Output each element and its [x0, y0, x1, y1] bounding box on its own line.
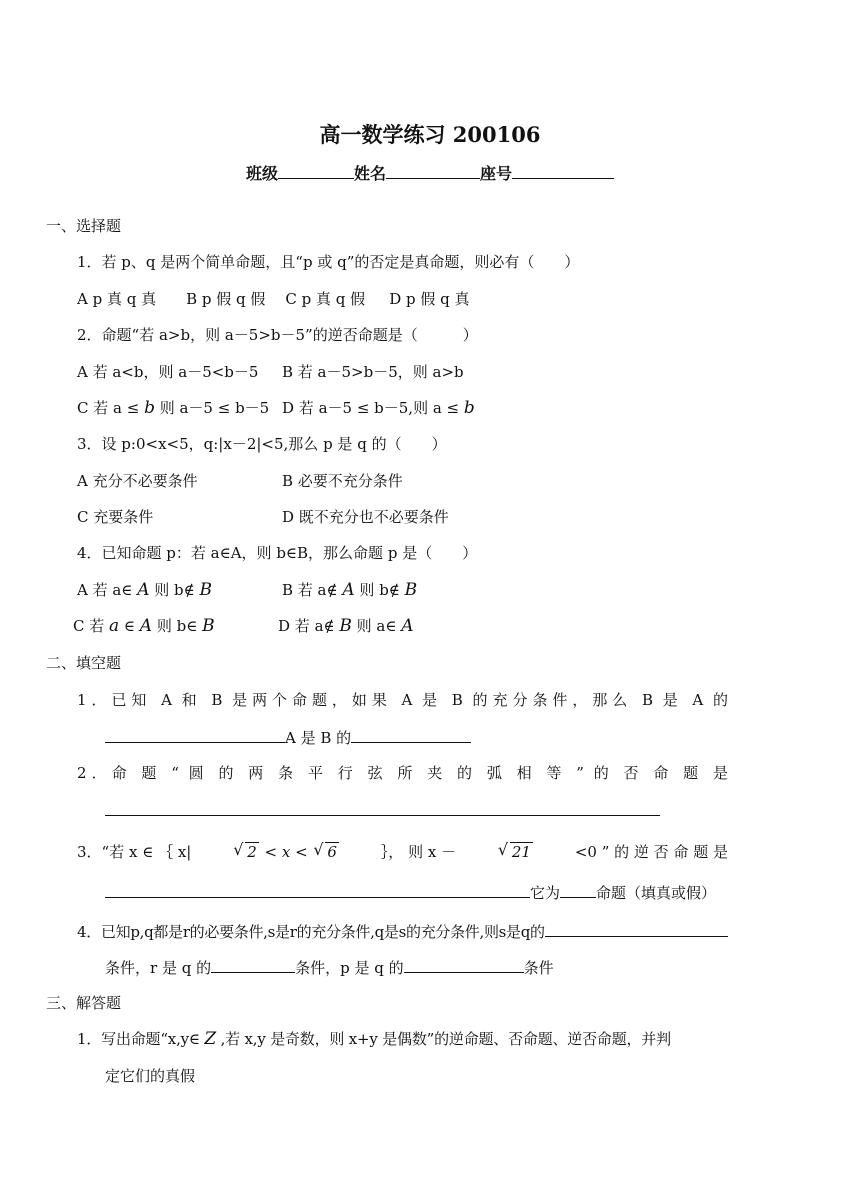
- q4-option-b: [282, 578, 417, 602]
- name-label: 姓名: [353, 164, 386, 183]
- seat-blank[interactable]: [512, 158, 614, 179]
- worksheet-title: 高一数学练习 200106: [319, 122, 541, 147]
- q4-stem: 4．已知命题 p：若 a∈A，则 b∈B，那么命题 p 是（ ）: [77, 544, 478, 562]
- fill-q4-blank-2[interactable]: [211, 954, 295, 973]
- class-label: 班级: [245, 164, 278, 183]
- q4-b-text: B 若 a∉: [282, 581, 343, 599]
- fill-q1-line1: 1．已知 A 和 B 是两个命题，如果 A 是 B 的充分条件，那么 B 是 A 的: [77, 691, 728, 709]
- sqrt-6-symbol: √ 6: [313, 840, 337, 861]
- q4-c-text-2: ∈: [119, 617, 140, 635]
- q4-d-text-2: 则 a∈: [351, 617, 402, 635]
- answer-q1-line1: [77, 1027, 728, 1051]
- fill-q3-inequality: [232, 840, 340, 864]
- section-heading-choice: 一、选择题: [46, 217, 122, 235]
- q4-d-var1: B: [339, 616, 352, 636]
- q4-option-c: [73, 614, 215, 638]
- answer-q1-text-2: ,若 x,y 是奇数，则 x+y 是偶数”的逆命题、否命题、逆否命题，并判: [216, 1030, 671, 1048]
- q2-stem: 2．命题“若 a>b，则 a－5>b－5”的逆否命题是（ ）: [77, 326, 478, 344]
- q3-stem: 3．设 p:0<x<5，q:|x－2|<5,那么 p 是 q 的（ ）: [77, 435, 447, 453]
- q4-a-var1: A: [137, 580, 150, 600]
- section-heading-answer: 三、解答题: [46, 994, 122, 1012]
- q1-option-c: C p 真 q 假: [285, 290, 366, 308]
- name-blank[interactable]: [386, 158, 480, 179]
- fill-q1-line2: [105, 724, 471, 750]
- answer-q1-text-1: 1．写出命题“x,y∈: [77, 1030, 205, 1048]
- fill-q4-blank-3[interactable]: [404, 954, 524, 973]
- sqrt-21-value: 21: [511, 843, 531, 861]
- q3-option-c: C 充要条件: [77, 508, 154, 526]
- q4-option-d: [278, 614, 414, 638]
- q4-c-var1: a: [109, 616, 120, 636]
- fill-q4-text: 4．已知p,q都是r的必要条件,s是r的充分条件,q是s的充分条件,则s是q的: [77, 923, 545, 941]
- q2-option-a: A 若 a<b，则 a－5<b－5: [77, 363, 259, 381]
- sqrt-2-symbol: √ 2: [233, 840, 257, 861]
- fill-q2-line1: 2．命 题 “ 圆 的 两 条 平 行 弦 所 夹 的 弧 相 等 ” 的 否 命 题 是: [77, 764, 728, 782]
- section-heading-fill: 二、填空题: [46, 654, 122, 672]
- q4-b-var1: A: [342, 580, 355, 600]
- sqrt-21-symbol: √ 21: [497, 840, 531, 861]
- fill-q1-blank-2[interactable]: [351, 724, 471, 743]
- fill-q4-blank-1[interactable]: [545, 918, 728, 937]
- q4-d-text: D 若 a∉: [278, 617, 340, 635]
- fill-q3-lt: < x <: [259, 843, 313, 861]
- fill-q3-end-text: 命题（填真或假）: [596, 884, 717, 902]
- q4-c-var3: B: [202, 616, 215, 636]
- q2-c-text: C 若 a ≤: [77, 399, 145, 417]
- q1-option-d: D p 假 q 真: [389, 290, 470, 308]
- student-info-fields: [0, 158, 860, 188]
- q2-d-var: b: [463, 398, 475, 418]
- sqrt-6-value: 6: [327, 843, 337, 861]
- fill-q3-mid-text: 它为: [530, 884, 561, 902]
- q1-option-a: A p 真 q 真: [77, 290, 157, 308]
- fill-q3-text-1: 3．“若 x ∈ ｛ x|: [77, 843, 192, 861]
- q2-option-b: B 若 a－5>b－5，则 a>b: [282, 363, 464, 381]
- q4-a-text: A 若 a∈: [77, 581, 138, 599]
- q4-c-var2: A: [139, 616, 153, 636]
- q4-b-text-2: 则 b∉: [354, 581, 405, 599]
- q3-option-a: A 充分不必要条件: [77, 472, 198, 490]
- q1-option-b: B p 假 q 假: [186, 290, 266, 308]
- q3-option-b: B 必要不充分条件: [282, 472, 403, 490]
- fill-q1-mid-text: A 是 B 的: [285, 729, 352, 747]
- q1-options: [77, 287, 470, 311]
- q2-option-c: [77, 396, 269, 420]
- q4-a-var2: B: [199, 580, 212, 600]
- q2-option-d: [282, 396, 475, 420]
- q2-c-text-2: 则 a－5 ≤ b－5: [154, 399, 270, 417]
- fill-q3-line2: [105, 879, 716, 905]
- q4-c-text: C 若: [73, 617, 110, 635]
- q2-d-text: D 若 a－5 ≤ b－5,则 a ≤: [282, 399, 464, 417]
- fill-q4-text-b: 条件，p 是 q 的: [295, 959, 404, 977]
- q4-d-var2: A: [401, 616, 414, 636]
- q4-option-a: [77, 578, 212, 602]
- fill-q3-text-3: <0 ” 的 逆 否 命 题 是: [574, 843, 728, 861]
- q1-stem: 1．若 p、q 是两个简单命题，且“p 或 q”的否定是真命题，则必有（ ）: [77, 253, 580, 271]
- q4-a-text-2: 则 b∉: [149, 581, 200, 599]
- fill-q4-line2: [105, 954, 554, 980]
- q4-b-var2: B: [404, 580, 418, 600]
- fill-q3-blank-1[interactable]: [105, 879, 530, 898]
- fill-q2-blank[interactable]: [105, 797, 660, 816]
- fill-q4-line1: [77, 918, 728, 944]
- answer-q1-line2: 定它们的真假: [105, 1067, 196, 1085]
- fill-q4-text-a: 条件，r 是 q 的: [105, 959, 212, 977]
- seat-label: 座号: [480, 164, 513, 183]
- answer-q1-var: Z: [204, 1029, 217, 1049]
- fill-q3-text-2: ｝， 则 x －: [380, 843, 457, 861]
- fill-q2-line2: [105, 797, 660, 823]
- fill-q1-blank-1[interactable]: [105, 724, 285, 743]
- fill-q3-line1: [77, 840, 728, 864]
- fill-q4-text-c: 条件: [523, 959, 554, 977]
- q2-c-var: b: [144, 398, 155, 418]
- fill-q3-blank-2[interactable]: [560, 879, 596, 898]
- sqrt-2-value: 2: [247, 843, 257, 861]
- class-blank[interactable]: [278, 158, 354, 179]
- q3-option-d: D 既不充分也不必要条件: [282, 508, 449, 526]
- q4-c-text-3: 则 b∈: [152, 617, 203, 635]
